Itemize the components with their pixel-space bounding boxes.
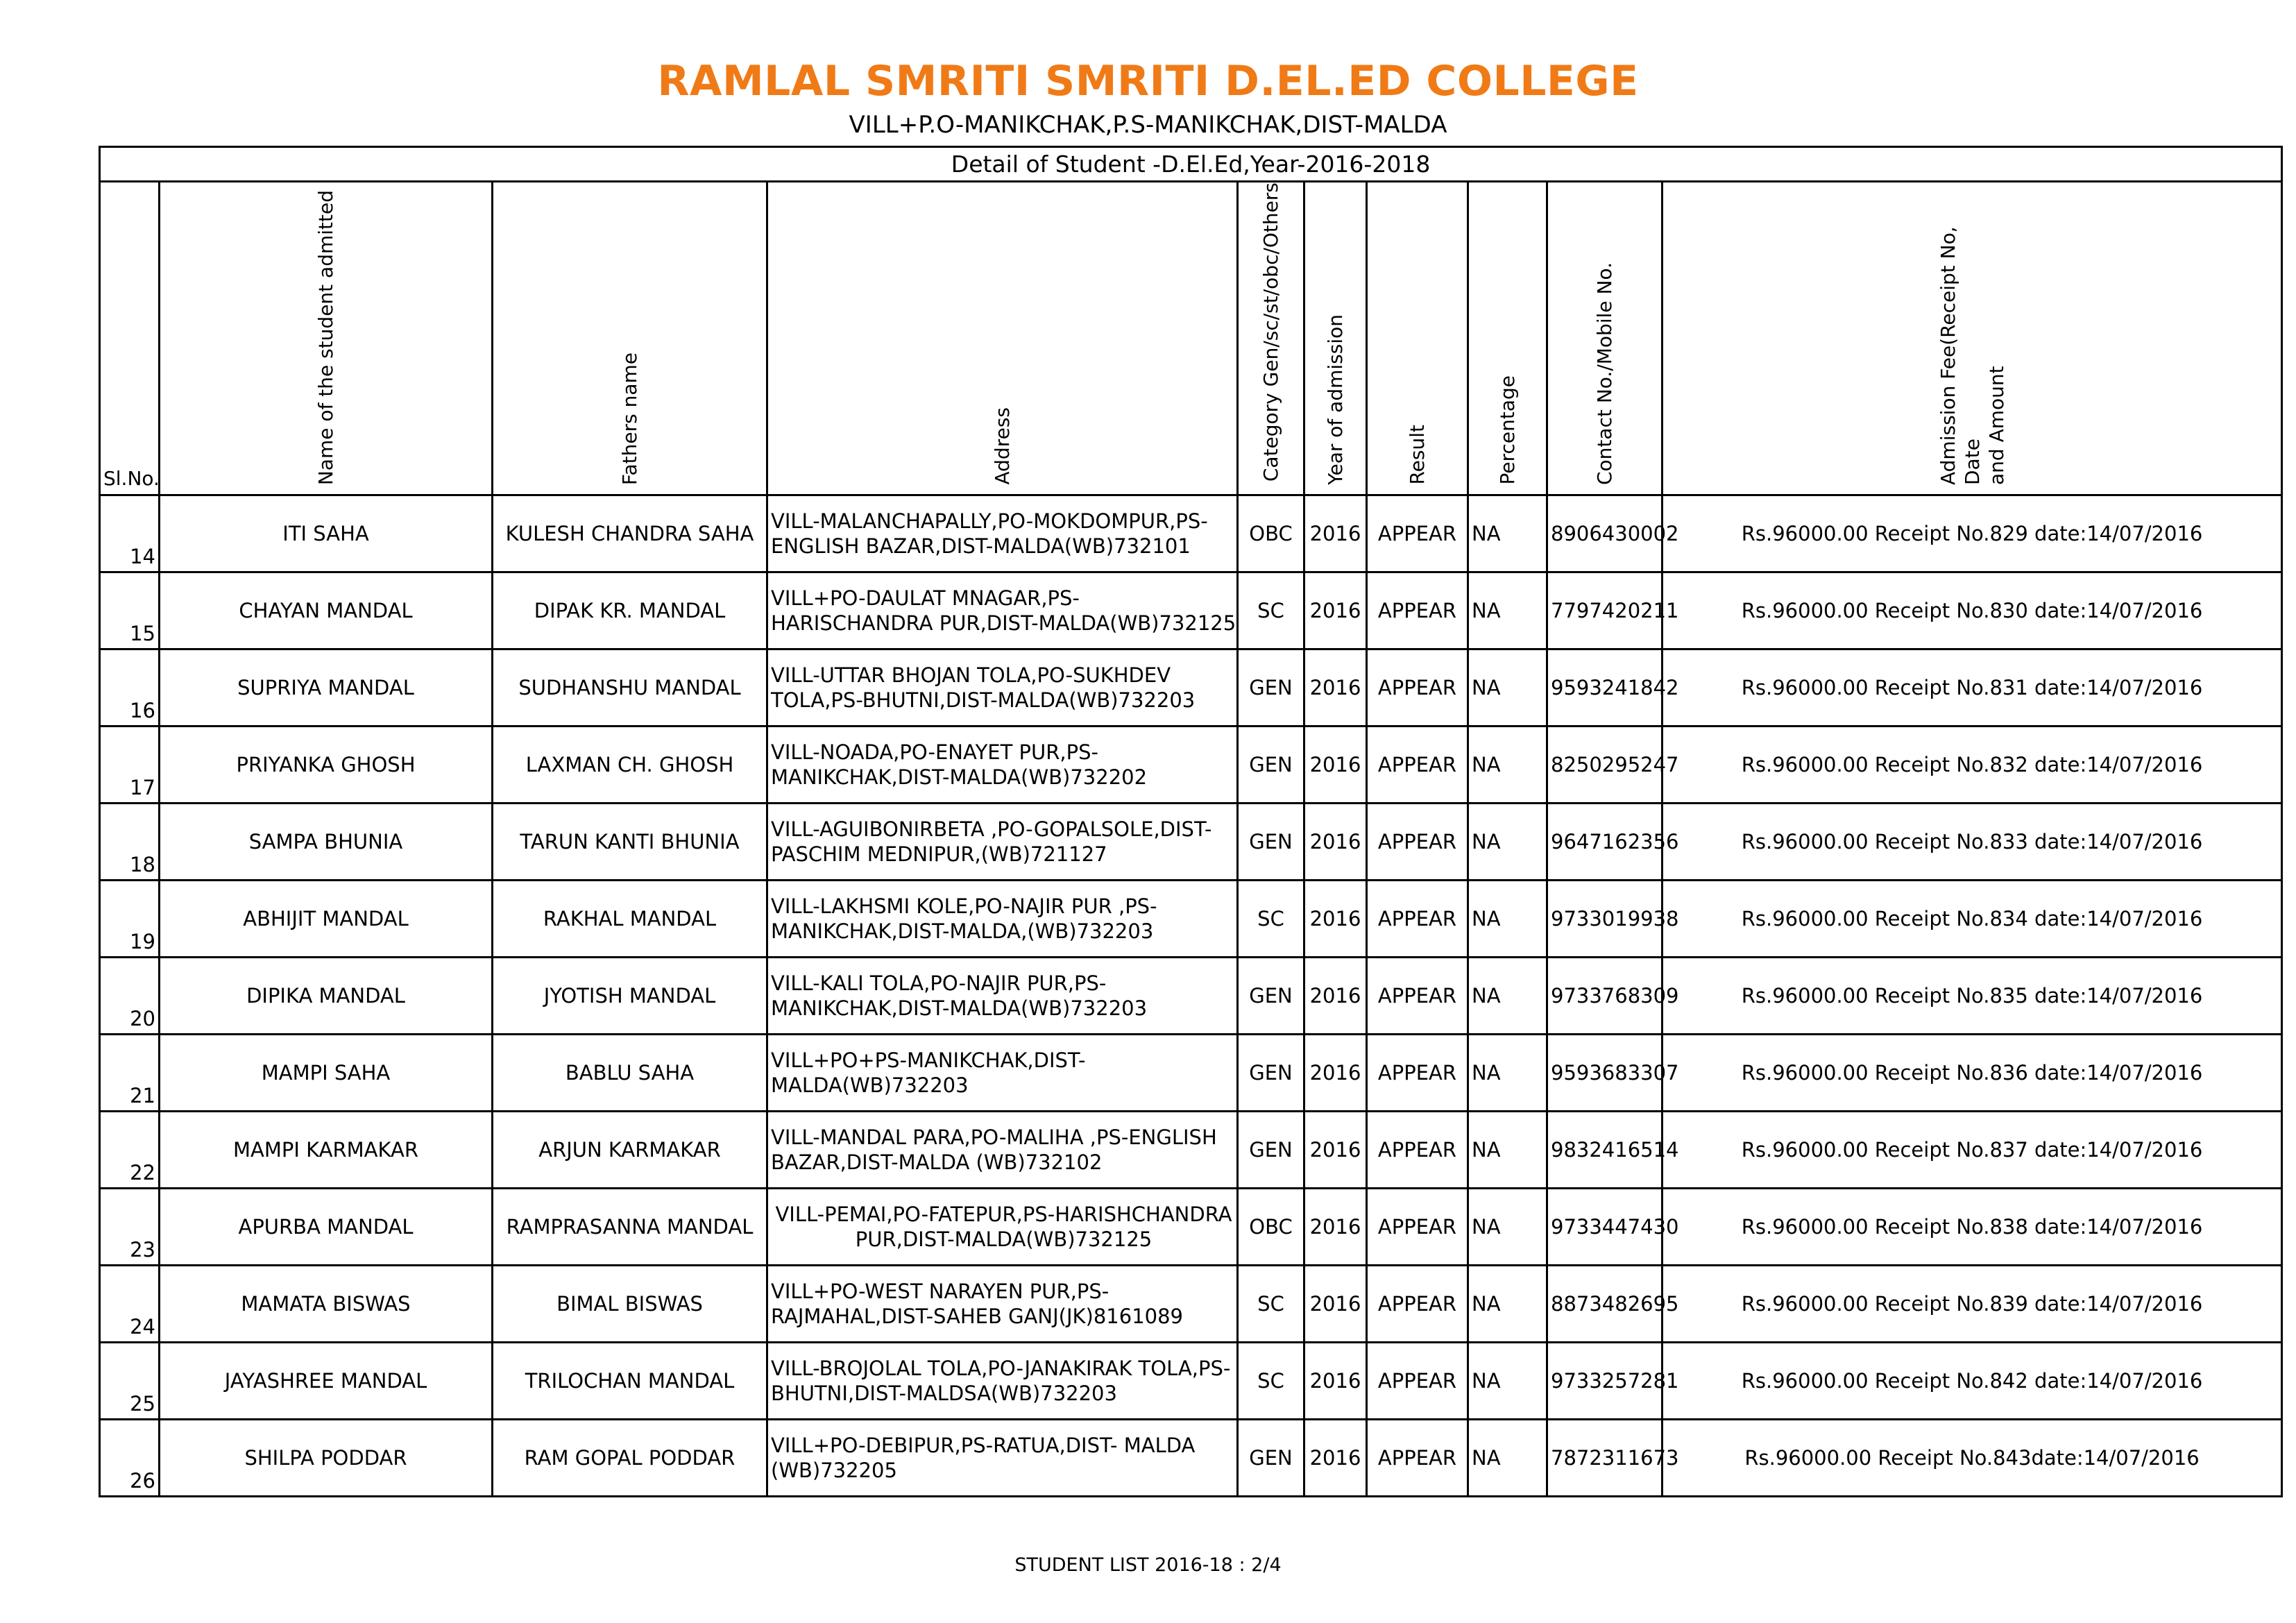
cell-fee: Rs.96000.00 Receipt No.839 date:14/07/2016 [1663, 1266, 2282, 1343]
cell-year: 2016 [1304, 649, 1367, 726]
college-title: RAMLAL SMRITI SMRITI D.EL.ED COLLEGE [657, 57, 1639, 105]
col-header-category: Category Gen/sc/st/obc/Others [1238, 182, 1304, 495]
cell-contact: 8873482695 [1547, 1266, 1663, 1343]
cell-percentage: NA [1468, 726, 1547, 804]
col-header-percentage: Percentage [1468, 182, 1547, 495]
cell-father-name: BIMAL BISWAS [493, 1266, 767, 1343]
cell-fee: Rs.96000.00 Receipt No.838 date:14/07/2016 [1663, 1189, 2282, 1266]
cell-student-name: PRIYANKA GHOSH [160, 726, 493, 804]
cell-fee: Rs.96000.00 Receipt No.831 date:14/07/2016 [1663, 649, 2282, 726]
cell-slno: 24 [100, 1266, 160, 1343]
cell-percentage: NA [1468, 1420, 1547, 1497]
cell-fee: Rs.96000.00 Receipt No.829 date:14/07/2016 [1663, 495, 2282, 572]
table-row [100, 495, 2282, 572]
cell-fee: Rs.96000.00 Receipt No.835 date:14/07/2016 [1663, 958, 2282, 1035]
cell-result: APPEAR [1367, 1035, 1468, 1112]
cell-result: APPEAR [1367, 1266, 1468, 1343]
cell-address: VILL-PEMAI,PO-FATEPUR,PS-HARISHCHANDRA PUR,DIST-MALDA(WB)732125 [767, 1189, 1238, 1266]
cell-student-name: MAMPI SAHA [160, 1035, 493, 1112]
cell-contact: 8250295247 [1547, 726, 1663, 804]
cell-result: APPEAR [1367, 958, 1468, 1035]
cell-category: GEN [1238, 649, 1304, 726]
cell-year: 2016 [1304, 572, 1367, 649]
cell-category: OBC [1238, 495, 1304, 572]
col-header-slno: Sl.No. [100, 182, 160, 495]
cell-father-name: LAXMAN CH. GHOSH [493, 726, 767, 804]
table-row [100, 649, 2282, 726]
cell-year: 2016 [1304, 1112, 1367, 1189]
cell-student-name: SAMPA BHUNIA [160, 804, 493, 881]
cell-year: 2016 [1304, 1035, 1367, 1112]
cell-category: GEN [1238, 958, 1304, 1035]
college-address: VILL+P.O-MANIKCHAK,P.S-MANIKCHAK,DIST-MALDA [849, 111, 1447, 139]
col-header-result: Result [1367, 182, 1468, 495]
table-row [100, 726, 2282, 804]
page-footer: STUDENT LIST 2016-18 : 2/4 [1014, 1554, 1282, 1576]
cell-fee: Rs.96000.00 Receipt No.836 date:14/07/2016 [1663, 1035, 2282, 1112]
cell-year: 2016 [1304, 1343, 1367, 1420]
cell-father-name: TRILOCHAN MANDAL [493, 1343, 767, 1420]
cell-father-name: DIPAK KR. MANDAL [493, 572, 767, 649]
col-header-year: Year of admission [1304, 182, 1367, 495]
cell-slno: 15 [100, 572, 160, 649]
col-header-name: Name of the student admitted [160, 182, 493, 495]
cell-year: 2016 [1304, 1266, 1367, 1343]
cell-fee: Rs.96000.00 Receipt No.842 date:14/07/2016 [1663, 1343, 2282, 1420]
column-header-row [100, 182, 2282, 495]
table-row [100, 1266, 2282, 1343]
col-header-contact: Contact No./Mobile No. [1547, 182, 1663, 495]
col-header-fee: Admission Fee(Receipt No, Date and Amount [1663, 182, 2282, 495]
cell-category: SC [1238, 572, 1304, 649]
cell-fee: Rs.96000.00 Receipt No.834 date:14/07/2016 [1663, 881, 2282, 958]
cell-father-name: RAM GOPAL PODDAR [493, 1420, 767, 1497]
cell-contact: 9832416514 [1547, 1112, 1663, 1189]
cell-contact: 9733257281 [1547, 1343, 1663, 1420]
table-row [100, 804, 2282, 881]
cell-category: GEN [1238, 726, 1304, 804]
cell-fee: Rs.96000.00 Receipt No.833 date:14/07/2016 [1663, 804, 2282, 881]
cell-address: VILL-LAKHSMI KOLE,PO-NAJIR PUR ,PS-MANIKCHAK,DIST-MALDA,(WB)732203 [767, 881, 1238, 958]
cell-category: SC [1238, 881, 1304, 958]
cell-category: SC [1238, 1266, 1304, 1343]
cell-slno: 18 [100, 804, 160, 881]
cell-father-name: KULESH CHANDRA SAHA [493, 495, 767, 572]
table-caption: Detail of Student -D.El.Ed,Year-2016-2018 [100, 147, 2282, 182]
cell-percentage: NA [1468, 495, 1547, 572]
table-row [100, 1420, 2282, 1497]
cell-contact: 8906430002 [1547, 495, 1663, 572]
table-row [100, 1112, 2282, 1189]
cell-father-name: RAMPRASANNA MANDAL [493, 1189, 767, 1266]
cell-category: GEN [1238, 804, 1304, 881]
cell-contact: 9647162356 [1547, 804, 1663, 881]
student-table [99, 146, 2283, 1497]
cell-result: APPEAR [1367, 1343, 1468, 1420]
cell-address: VILL-UTTAR BHOJAN TOLA,PO-SUKHDEV TOLA,PS-BHUTNI,DIST-MALDA(WB)732203 [767, 649, 1238, 726]
cell-address: VILL+PO-DEBIPUR,PS-RATUA,DIST- MALDA (WB)732205 [767, 1420, 1238, 1497]
cell-address: VILL+PO-WEST NARAYEN PUR,PS-RAJMAHAL,DIST-SAHEB GANJ(JK)8161089 [767, 1266, 1238, 1343]
cell-address: VILL-AGUIBONIRBETA ,PO-GOPALSOLE,DIST-PASCHIM MEDNIPUR,(WB)721127 [767, 804, 1238, 881]
table-row [100, 572, 2282, 649]
cell-student-name: SUPRIYA MANDAL [160, 649, 493, 726]
cell-result: APPEAR [1367, 804, 1468, 881]
cell-address: VILL-MANDAL PARA,PO-MALIHA ,PS-ENGLISH BAZAR,DIST-MALDA (WB)732102 [767, 1112, 1238, 1189]
table-row [100, 1035, 2282, 1112]
cell-address: VILL+PO-DAULAT MNAGAR,PS-HARISCHANDRA PUR,DIST-MALDA(WB)732125 [767, 572, 1238, 649]
cell-year: 2016 [1304, 804, 1367, 881]
cell-result: APPEAR [1367, 1189, 1468, 1266]
cell-student-name: DIPIKA MANDAL [160, 958, 493, 1035]
table-row [100, 881, 2282, 958]
table-row [100, 1189, 2282, 1266]
cell-percentage: NA [1468, 572, 1547, 649]
cell-student-name: JAYASHREE MANDAL [160, 1343, 493, 1420]
cell-slno: 22 [100, 1112, 160, 1189]
cell-percentage: NA [1468, 1343, 1547, 1420]
cell-slno: 21 [100, 1035, 160, 1112]
cell-student-name: MAMPI KARMAKAR [160, 1112, 493, 1189]
cell-father-name: TARUN KANTI BHUNIA [493, 804, 767, 881]
cell-contact: 9593241842 [1547, 649, 1663, 726]
cell-contact: 7872311673 [1547, 1420, 1663, 1497]
cell-address: VILL-KALI TOLA,PO-NAJIR PUR,PS-MANIKCHAK,DIST-MALDA(WB)732203 [767, 958, 1238, 1035]
cell-percentage: NA [1468, 649, 1547, 726]
cell-father-name: BABLU SAHA [493, 1035, 767, 1112]
cell-student-name: ITI SAHA [160, 495, 493, 572]
cell-address: VILL+PO+PS-MANIKCHAK,DIST-MALDA(WB)732203 [767, 1035, 1238, 1112]
cell-year: 2016 [1304, 1189, 1367, 1266]
cell-student-name: APURBA MANDAL [160, 1189, 493, 1266]
cell-percentage: NA [1468, 881, 1547, 958]
table-row [100, 958, 2282, 1035]
cell-contact: 7797420211 [1547, 572, 1663, 649]
cell-fee: Rs.96000.00 Receipt No.843date:14/07/2016 [1663, 1420, 2282, 1497]
cell-year: 2016 [1304, 1420, 1367, 1497]
cell-contact: 9733019938 [1547, 881, 1663, 958]
cell-slno: 16 [100, 649, 160, 726]
cell-year: 2016 [1304, 495, 1367, 572]
cell-slno: 25 [100, 1343, 160, 1420]
cell-category: GEN [1238, 1035, 1304, 1112]
cell-father-name: ARJUN KARMAKAR [493, 1112, 767, 1189]
cell-percentage: NA [1468, 1266, 1547, 1343]
cell-result: APPEAR [1367, 572, 1468, 649]
cell-result: APPEAR [1367, 1112, 1468, 1189]
cell-year: 2016 [1304, 881, 1367, 958]
cell-contact: 9593683307 [1547, 1035, 1663, 1112]
cell-address: VILL-BROJOLAL TOLA,PO-JANAKIRAK TOLA,PS-BHUTNI,DIST-MALDSA(WB)732203 [767, 1343, 1238, 1420]
cell-year: 2016 [1304, 958, 1367, 1035]
cell-percentage: NA [1468, 1112, 1547, 1189]
cell-slno: 20 [100, 958, 160, 1035]
cell-fee: Rs.96000.00 Receipt No.832 date:14/07/2016 [1663, 726, 2282, 804]
col-header-father: Fathers name [493, 182, 767, 495]
cell-category: GEN [1238, 1112, 1304, 1189]
cell-student-name: ABHIJIT MANDAL [160, 881, 493, 958]
cell-slno: 26 [100, 1420, 160, 1497]
cell-contact: 9733447430 [1547, 1189, 1663, 1266]
cell-student-name: MAMATA BISWAS [160, 1266, 493, 1343]
cell-result: APPEAR [1367, 495, 1468, 572]
cell-address: VILL-MALANCHAPALLY,PO-MOKDOMPUR,PS-ENGLISH BAZAR,DIST-MALDA(WB)732101 [767, 495, 1238, 572]
cell-fee: Rs.96000.00 Receipt No.837 date:14/07/2016 [1663, 1112, 2282, 1189]
cell-student-name: CHAYAN MANDAL [160, 572, 493, 649]
table-row [100, 1343, 2282, 1420]
cell-father-name: SUDHANSHU MANDAL [493, 649, 767, 726]
cell-father-name: JYOTISH MANDAL [493, 958, 767, 1035]
cell-result: APPEAR [1367, 1420, 1468, 1497]
cell-category: SC [1238, 1343, 1304, 1420]
cell-result: APPEAR [1367, 649, 1468, 726]
cell-slno: 14 [100, 495, 160, 572]
col-header-address: Address [767, 182, 1238, 495]
cell-percentage: NA [1468, 958, 1547, 1035]
cell-slno: 23 [100, 1189, 160, 1266]
cell-address: VILL-NOADA,PO-ENAYET PUR,PS-MANIKCHAK,DIST-MALDA(WB)732202 [767, 726, 1238, 804]
cell-result: APPEAR [1367, 726, 1468, 804]
cell-father-name: RAKHAL MANDAL [493, 881, 767, 958]
cell-contact: 9733768309 [1547, 958, 1663, 1035]
cell-percentage: NA [1468, 1035, 1547, 1112]
cell-category: GEN [1238, 1420, 1304, 1497]
cell-category: OBC [1238, 1189, 1304, 1266]
cell-percentage: NA [1468, 1189, 1547, 1266]
cell-percentage: NA [1468, 804, 1547, 881]
cell-fee: Rs.96000.00 Receipt No.830 date:14/07/2016 [1663, 572, 2282, 649]
cell-year: 2016 [1304, 726, 1367, 804]
cell-slno: 17 [100, 726, 160, 804]
cell-student-name: SHILPA PODDAR [160, 1420, 493, 1497]
cell-slno: 19 [100, 881, 160, 958]
cell-result: APPEAR [1367, 881, 1468, 958]
